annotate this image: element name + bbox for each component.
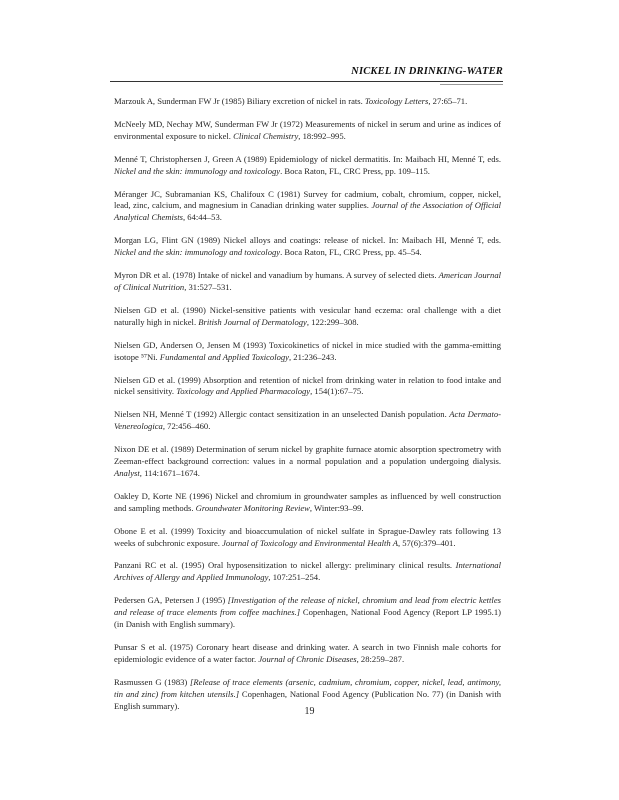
reference-text: Rasmussen G (1983) bbox=[114, 676, 191, 687]
reference-journal: British Journal of Dermatology bbox=[198, 316, 307, 327]
reference-citation: , 72:456–460. bbox=[162, 421, 211, 432]
reference-journal: Clinical Chemistry bbox=[233, 130, 299, 141]
reference-entry bbox=[114, 526, 501, 550]
reference-entry bbox=[114, 375, 501, 399]
reference-citation: . Boca Raton, FL, CRC Press, pp. 45–54. bbox=[280, 247, 422, 258]
reference-entry bbox=[114, 305, 501, 329]
reference-text: Nielsen GD et al. (1990) Nickel-sensitive patients with vesicular hand eczema: oral challenge with a diet naturally high in nickel. bbox=[114, 304, 501, 327]
reference-journal: Toxicology Letters bbox=[364, 96, 429, 106]
reference-text: Panzani RC et al. (1995) Oral hyposensitization to nickel allergy: preliminary clinical results. bbox=[114, 560, 456, 571]
reference-text: Obone E et al. (1999) Toxicity and bioaccumulation of nickel sulfate in Sprague-Dawley rats following 13 weeks of subchronic exposure. bbox=[114, 525, 501, 548]
reference-citation: , 28:259–287. bbox=[356, 653, 405, 664]
reference-entry bbox=[114, 409, 501, 433]
reference-text: Nielsen GD et al. (1999) Absorption and retention of nickel from drinking water in relation to food intake and nickel sensitivity. bbox=[114, 374, 501, 397]
reference-text: Myron DR et al. (1978) Intake of nickel and vanadium by humans. A survey of selected diets. bbox=[114, 270, 439, 281]
reference-text: Oakley D, Korte NE (1996) Nickel and chromium in groundwater samples as influenced by well construction and sampling methods. bbox=[114, 490, 501, 513]
reference-entry bbox=[114, 340, 501, 364]
reference-entry bbox=[114, 560, 501, 584]
page-number: 19 bbox=[304, 706, 315, 717]
reference-entry bbox=[114, 270, 501, 294]
reference-journal: Nickel and the skin: immunology and toxicology bbox=[114, 165, 281, 176]
reference-citation: , 21:236–243. bbox=[289, 351, 337, 362]
reference-journal: Analyst bbox=[114, 467, 140, 478]
reference-journal: Nickel and the skin: immunology and toxicology bbox=[114, 247, 281, 258]
reference-citation: , 27:65–71. bbox=[428, 96, 468, 106]
reference-citation: . Boca Raton, FL, CRC Press, pp. 109–115. bbox=[280, 165, 430, 176]
reference-journal: Groundwater Monitoring Review bbox=[195, 502, 310, 513]
reference-journal: American Journal of Clinical Nutrition bbox=[114, 270, 501, 292]
reference-journal: Fundamental and Applied Toxicology bbox=[159, 351, 289, 362]
reference-journal: International Archives of Allergy and Applied Immunology bbox=[114, 560, 501, 583]
reference-journal: Journal of the Association of Official Analytical Chemists bbox=[114, 200, 501, 223]
reference-text: Marzouk A, Sunderman FW Jr (1985) Biliary excretion of nickel in rats. bbox=[114, 96, 365, 106]
reference-text: Nixon DE et al. (1989) Determination of serum nickel by graphite furnace atomic absorption spectrometry with Zeeman-effect background correction: values in a normal population and a population undergoing dialysis. bbox=[114, 444, 501, 467]
reference-journal: [Investigation of the release of nickel, chromium and lead from electric kettles and release of trace elements from coffee machines.] bbox=[114, 595, 501, 618]
reference-journal: Journal of Chronic Diseases bbox=[258, 653, 357, 664]
reference-journal: [Release of trace elements (arsenic, cadmium, chromium, copper, nickel, lead, antimony, tin and zinc) from kitchen utensils.] bbox=[114, 676, 501, 699]
reference-text: Morgan LG, Flint GN (1989) Nickel alloys and coatings: release of nickel. In: Maibach HI, Menné T, eds. bbox=[114, 235, 501, 246]
reference-entry bbox=[114, 189, 501, 225]
reference-entry bbox=[114, 119, 501, 143]
reference-list bbox=[114, 96, 501, 724]
reference-citation: , 122:299–308. bbox=[306, 316, 359, 327]
reference-journal: Toxicology and Applied Pharmacology bbox=[176, 386, 311, 397]
reference-citation: , Winter:93–99. bbox=[309, 502, 364, 513]
reference-text: Nielsen GD, Andersen O, Jensen M (1993) Toxicokinetics of nickel in mice studied with the gamma-emitting isotope ⁵⁷Ni. bbox=[114, 339, 501, 362]
reference-citation: , 107:251–254. bbox=[268, 572, 321, 583]
reference-citation: , 18:992–995. bbox=[298, 130, 346, 141]
reference-text: McNeely MD, Nechay MW, Sunderman FW Jr (1972) Measurements of nickel in serum and urine as indices of environmental exposure to nickel. bbox=[114, 118, 501, 141]
reference-citation: , 57(6):379–401. bbox=[397, 537, 456, 548]
reference-citation: , 31:527–531. bbox=[184, 281, 232, 292]
reference-entry bbox=[114, 444, 501, 480]
reference-citation: , 154(1):67–75. bbox=[310, 386, 364, 397]
reference-text: Nielsen NH, Menné T (1992) Allergic contact sensitization in an unselected Danish population. bbox=[114, 409, 450, 420]
reference-entry bbox=[114, 491, 501, 515]
reference-text: Punsar S et al. (1975) Coronary heart disease and drinking water. A search in two Finnish male cohorts for epidemiologic evidence of a water factor. bbox=[114, 642, 501, 664]
header-rule-accent bbox=[440, 84, 503, 85]
reference-citation: Copenhagen, National Food Agency (Publication No. 77) (in Danish with English summary). bbox=[114, 688, 502, 711]
reference-citation: , 64:44–53. bbox=[182, 212, 222, 223]
reference-entry bbox=[114, 96, 501, 108]
reference-text: Méranger JC, Subramanian KS, Chalifoux C (1981) Survey for cadmium, cobalt, chromium, copper, nickel, lead, zinc, calcium, and magnesium in Canadian drinking water supplies. bbox=[114, 188, 501, 211]
reference-journal: Acta Dermato-Venereologica bbox=[114, 409, 501, 432]
reference-citation: Copenhagen, National Food Agency (Report LP 1995.1) (in Danish with English summary). bbox=[114, 607, 501, 630]
header-rule bbox=[110, 81, 503, 82]
reference-entry bbox=[114, 595, 501, 631]
reference-entry bbox=[114, 642, 501, 666]
reference-journal: Journal of Toxicology and Environmental Health A bbox=[222, 537, 398, 548]
reference-text: Pedersen GA, Petersen J (1995) bbox=[114, 595, 228, 606]
running-header-title: NICKEL IN DRINKING-WATER bbox=[351, 66, 503, 77]
reference-text: Menné T, Christophersen J, Green A (1989) Epidemiology of nickel dermatitis. In: Maibach HI, Menné T, eds. bbox=[114, 153, 501, 164]
reference-entry bbox=[114, 154, 501, 178]
reference-citation: , 114:1671–1674. bbox=[139, 467, 200, 478]
reference-entry bbox=[114, 235, 501, 259]
